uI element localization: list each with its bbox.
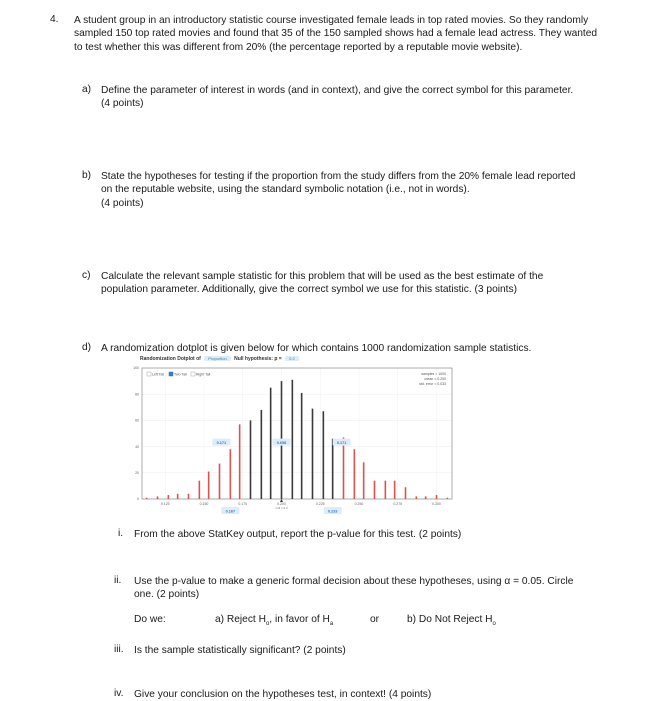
x-tick-label: 0.275	[393, 502, 403, 506]
part-b-label: b)	[82, 170, 92, 181]
statistic-dropdown[interactable]: Proportion	[204, 356, 230, 361]
choice-reject-mid: , in favor of H	[269, 614, 330, 625]
choice-reject-suba: a	[329, 621, 334, 628]
choice-do-not-reject-prefix: b) Do Not Reject H	[407, 614, 493, 625]
summary-stats	[419, 372, 446, 386]
part-b-text	[101, 170, 581, 210]
chart-title: Randomization Dotplot of	[140, 356, 201, 362]
subpart-ii-text: Use the p-value to make a generic formal decision about these hypotheses, using α = 0.05. Circle one. (2 points)	[134, 576, 574, 601]
null-marker-icon	[280, 499, 283, 502]
part-d-label: d)	[82, 342, 92, 353]
choice-reject-sub0: o	[265, 621, 270, 628]
decision-prompt: Do we:	[134, 614, 166, 625]
x-tick-label: 0.250	[354, 502, 364, 506]
null-value-input[interactable]: 0.2	[285, 356, 299, 361]
x-tick-label: 0.300	[432, 502, 441, 506]
subpart-iii-text: Is the sample statistically significant? (2 points)	[134, 645, 346, 656]
y-tick-label: 80	[135, 392, 139, 397]
x-tick-label: 0.175	[238, 502, 248, 506]
part-d-text: A randomization dotplot is given below for which contains 1000 randomization sample statistics.	[101, 343, 532, 354]
part-c-label: c)	[82, 270, 91, 281]
std-error-stat: std. error = 0.033	[419, 382, 446, 386]
right-tail-label: Right Tail	[196, 372, 211, 377]
x-tick-label: 0.150	[199, 502, 209, 506]
x-tick-label: 0.200	[277, 502, 286, 506]
two-tail-checkbox[interactable]	[169, 372, 173, 376]
subpart-i-text: From the above StatKey output, report the p-value for this test. (2 points)	[134, 529, 462, 540]
samples-stat: samples = 1000	[421, 372, 446, 376]
two-tail-label: Two-Tail	[174, 372, 187, 377]
y-tick-label: 60	[135, 418, 139, 423]
subpart-iv-text: Give your conclusion on the hypotheses test, in context! (4 points)	[134, 689, 432, 700]
choice-reject[interactable]	[215, 614, 333, 627]
question-prompt: A student group in an introductory statistic course investigated female leads in top rated movies. So they randomly sampled 150 top rated movies and found that 35 of the 150 sampled shows had a female lead actress. They wanted to test whether this was different from 20% (the percentage reported by a reputable movie website).	[74, 15, 598, 53]
null-hypothesis-label: Null hypothesis: p =	[234, 356, 282, 362]
left-tail-proportion: 0.171	[216, 440, 227, 445]
middle-proportion: 0.658	[276, 440, 287, 445]
choice-do-not-reject-sub: o	[492, 621, 496, 628]
dotplot-svg	[128, 356, 458, 516]
subpart-iii-label: iii.	[114, 644, 124, 655]
right-cutoff: 0.233	[327, 509, 338, 514]
mean-stat: mean = 0.200	[424, 377, 446, 381]
choice-or: or	[370, 614, 380, 625]
question-number: 4.	[50, 14, 59, 25]
y-tick-label: 100	[133, 366, 139, 371]
plot-frame	[142, 368, 452, 499]
subpart-i-label: i.	[118, 528, 124, 539]
part-b-points: (4 points)	[101, 197, 144, 209]
null-marker-label: null = 0.2	[275, 506, 288, 510]
part-a-text: Define the parameter of interest in words (and in context), and give the correct symbol for this parameter. (4 points)	[101, 85, 574, 110]
choice-reject-prefix: a) Reject H	[215, 614, 266, 625]
part-b-body: State the hypotheses for testing if the proportion from the study differs from the 20% female lead reported on the reputable website, using the standard symbolic notation (i.e., not in words).	[101, 171, 576, 196]
x-tick-label: 0.125	[160, 502, 170, 506]
statkey-dotplot	[128, 356, 458, 516]
part-c-text: Calculate the relevant sample statistic for this problem that will be used as the best estimate of the population parameter. Additionally, give the correct symbol we use for this statistic. (3 points)	[101, 271, 544, 296]
left-tail-checkbox[interactable]	[147, 372, 151, 376]
y-tick-label: 0	[137, 497, 139, 502]
tail-checkboxes	[147, 372, 211, 377]
right-tail-checkbox[interactable]	[191, 372, 195, 376]
part-a-label: a)	[82, 84, 92, 95]
y-tick-label: 20	[135, 471, 139, 475]
left-tail-label: Left Tail	[152, 372, 164, 377]
subpart-iv-label: iv.	[114, 688, 124, 699]
subpart-ii-label: ii.	[114, 575, 122, 586]
y-tick-label: 40	[135, 444, 139, 449]
choice-do-not-reject[interactable]	[407, 614, 496, 627]
left-cutoff: 0.167	[225, 509, 236, 514]
right-tail-proportion: 0.171	[336, 440, 347, 445]
x-tick-label: 0.225	[315, 502, 325, 506]
